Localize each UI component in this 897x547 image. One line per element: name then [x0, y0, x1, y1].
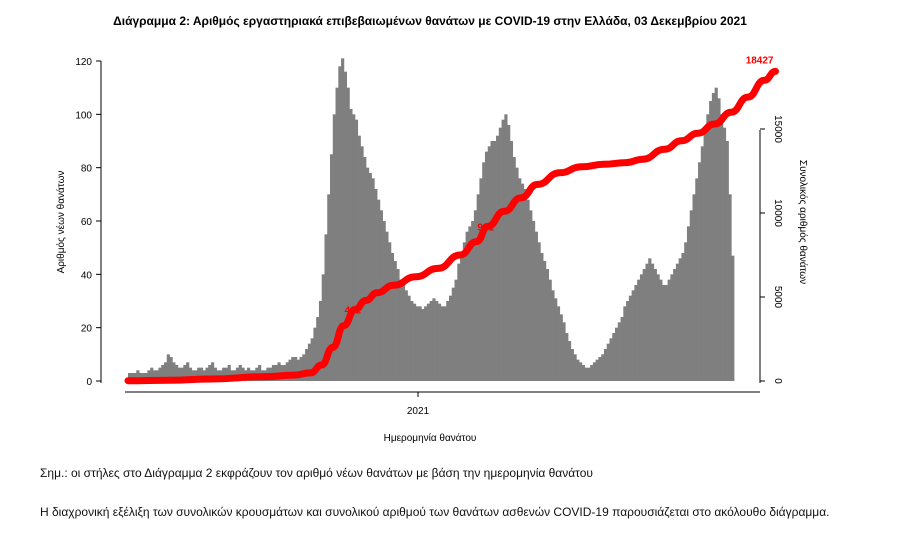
bar — [369, 173, 372, 381]
bar — [460, 253, 463, 381]
bar — [621, 317, 624, 381]
bar — [388, 242, 391, 381]
bar — [452, 288, 455, 381]
bar — [432, 298, 435, 381]
bar — [355, 120, 358, 381]
bar — [717, 98, 720, 381]
bar — [629, 296, 632, 381]
bar — [529, 210, 532, 381]
bar — [399, 280, 402, 381]
bar — [344, 72, 347, 381]
bar — [640, 274, 643, 381]
bar — [499, 128, 502, 381]
bar — [435, 301, 438, 381]
bar — [374, 189, 377, 381]
bar — [598, 357, 601, 381]
left-tick-label: 40 — [80, 270, 92, 282]
bar — [502, 120, 505, 381]
bar — [690, 210, 693, 381]
bar — [723, 128, 726, 381]
left-y-ticks — [75, 57, 101, 388]
bar — [363, 157, 366, 381]
bar — [391, 253, 394, 381]
bar — [372, 178, 375, 381]
bar — [590, 365, 593, 381]
bar — [654, 269, 657, 381]
bar — [662, 285, 665, 381]
bar — [419, 306, 422, 381]
bar — [394, 261, 397, 381]
bar — [427, 304, 430, 381]
bar — [402, 285, 405, 381]
bar — [518, 178, 521, 381]
bar — [485, 152, 488, 381]
bar — [659, 280, 662, 381]
bar — [410, 301, 413, 381]
bar — [579, 362, 582, 381]
bar — [513, 157, 516, 381]
bar — [692, 194, 695, 381]
right-tick-label: 15000 — [772, 115, 783, 143]
bar — [565, 333, 568, 381]
bar — [571, 349, 574, 381]
bar — [681, 253, 684, 381]
bar — [488, 146, 491, 381]
bar — [648, 258, 651, 381]
left-tick-label: 120 — [75, 57, 92, 68]
bar — [609, 338, 612, 381]
annotation-label: 921 — [477, 222, 495, 234]
bar — [720, 114, 723, 381]
right-tick-label: 0 — [772, 378, 783, 384]
bar — [634, 285, 637, 381]
bar — [562, 322, 565, 381]
bar — [618, 322, 621, 381]
bar — [540, 253, 543, 381]
bar — [474, 210, 477, 381]
bar — [582, 365, 585, 381]
x-axis-label: Ημερομηνία θανάτου — [383, 433, 477, 444]
annotation-label: 18427 — [745, 55, 774, 67]
bar — [521, 184, 524, 381]
y-axis-label-left: Αριθμός νέων θανάτων — [56, 170, 67, 274]
bar — [455, 280, 458, 381]
bar — [496, 136, 499, 381]
bar — [712, 93, 715, 381]
bar — [615, 328, 618, 381]
bar — [360, 146, 363, 381]
bar — [490, 141, 493, 381]
x-tick-label: 2021 — [406, 406, 430, 417]
bar — [352, 114, 355, 381]
bar — [670, 274, 673, 381]
left-tick-label: 20 — [80, 323, 92, 335]
bar — [632, 290, 635, 381]
x-ticks — [407, 392, 430, 417]
chart-note: Σημ.: οι στήλες στο Διάγραμμα 2 εκφράζουν τον αριθμό νέων θανάτων με βάση την ημερομηνία θανάτου — [40, 466, 593, 480]
bar — [416, 306, 419, 381]
bar — [551, 290, 554, 381]
paragraph-text: Η διαχρονική εξέλιξη των συνολικών κρουσμάτων και συνολικού αριθμού των θανάτων ασθενών COVID-19 παρουσιάζεται στο ακόλουθο διάγραμμα. — [40, 505, 830, 519]
bar — [560, 314, 563, 381]
bar — [457, 264, 460, 381]
bar — [651, 264, 654, 381]
bar — [626, 301, 629, 381]
left-tick-label: 80 — [80, 163, 92, 175]
bar — [385, 232, 388, 381]
bar — [449, 296, 452, 381]
bar — [612, 333, 615, 381]
bar — [715, 88, 718, 381]
left-tick-label: 100 — [75, 110, 92, 122]
bar — [446, 301, 449, 381]
bar — [574, 354, 577, 381]
bar — [645, 264, 648, 381]
right-tick-label: 10000 — [772, 199, 783, 227]
bar — [698, 162, 701, 381]
y-axis-label-right: Συνολικός αριθμός θανάτων — [797, 159, 808, 285]
bar — [601, 354, 604, 381]
bar — [543, 261, 546, 381]
bar — [726, 141, 729, 381]
bar — [665, 285, 668, 381]
bar — [405, 290, 408, 381]
bar — [549, 280, 552, 381]
bar — [568, 341, 571, 381]
bar — [526, 200, 529, 381]
left-tick-label: 60 — [80, 217, 92, 228]
bar — [441, 306, 444, 381]
bar — [463, 242, 466, 381]
bar — [695, 178, 698, 381]
chart-title: Διάγραμμα 2: Αριθμός εργαστηριακά επιβεβαιωμένων θανάτων με COVID-19 στην Ελλάδα, 03 Δεκεμβρίου 2021 — [113, 14, 747, 28]
bar — [430, 301, 433, 381]
right-tick-label: 5000 — [772, 285, 783, 309]
bar — [668, 280, 671, 381]
bar — [349, 109, 352, 381]
bar — [587, 368, 590, 381]
bar — [358, 136, 361, 381]
bar — [637, 280, 640, 381]
bar — [728, 194, 731, 381]
bar — [706, 114, 709, 381]
annotation-label: 462 — [344, 305, 362, 317]
bar — [443, 306, 446, 381]
bar — [532, 221, 535, 381]
bar — [438, 304, 441, 381]
bar — [679, 258, 682, 381]
left-tick-label: 0 — [86, 377, 92, 388]
bar — [731, 256, 734, 381]
bar — [421, 309, 424, 381]
bar — [407, 296, 410, 381]
bar — [504, 114, 507, 381]
bar — [643, 269, 646, 381]
bar — [604, 349, 607, 381]
bar — [413, 304, 416, 381]
bar — [524, 189, 527, 381]
bar — [704, 128, 707, 381]
bar — [366, 168, 369, 381]
bar — [657, 274, 660, 381]
bar — [482, 162, 485, 381]
bar — [535, 232, 538, 381]
bar — [585, 368, 588, 381]
bar — [673, 269, 676, 381]
bar — [538, 242, 541, 381]
bar — [347, 88, 350, 381]
bar — [424, 306, 427, 381]
bar — [684, 242, 687, 381]
bar — [479, 178, 482, 381]
bar — [623, 306, 626, 381]
bar — [676, 264, 679, 381]
bar — [510, 141, 513, 381]
bar — [493, 141, 496, 381]
right-y-ticks — [760, 115, 783, 384]
bar — [687, 226, 690, 381]
bar — [593, 362, 596, 381]
bar — [596, 360, 599, 381]
bar — [383, 221, 386, 381]
bar — [701, 146, 704, 381]
bar — [546, 269, 549, 381]
bar-series — [128, 58, 734, 381]
bar — [709, 101, 712, 381]
bar — [557, 306, 560, 381]
bar — [507, 125, 510, 381]
bar — [576, 360, 579, 381]
bar — [554, 298, 557, 381]
bar — [607, 344, 610, 381]
